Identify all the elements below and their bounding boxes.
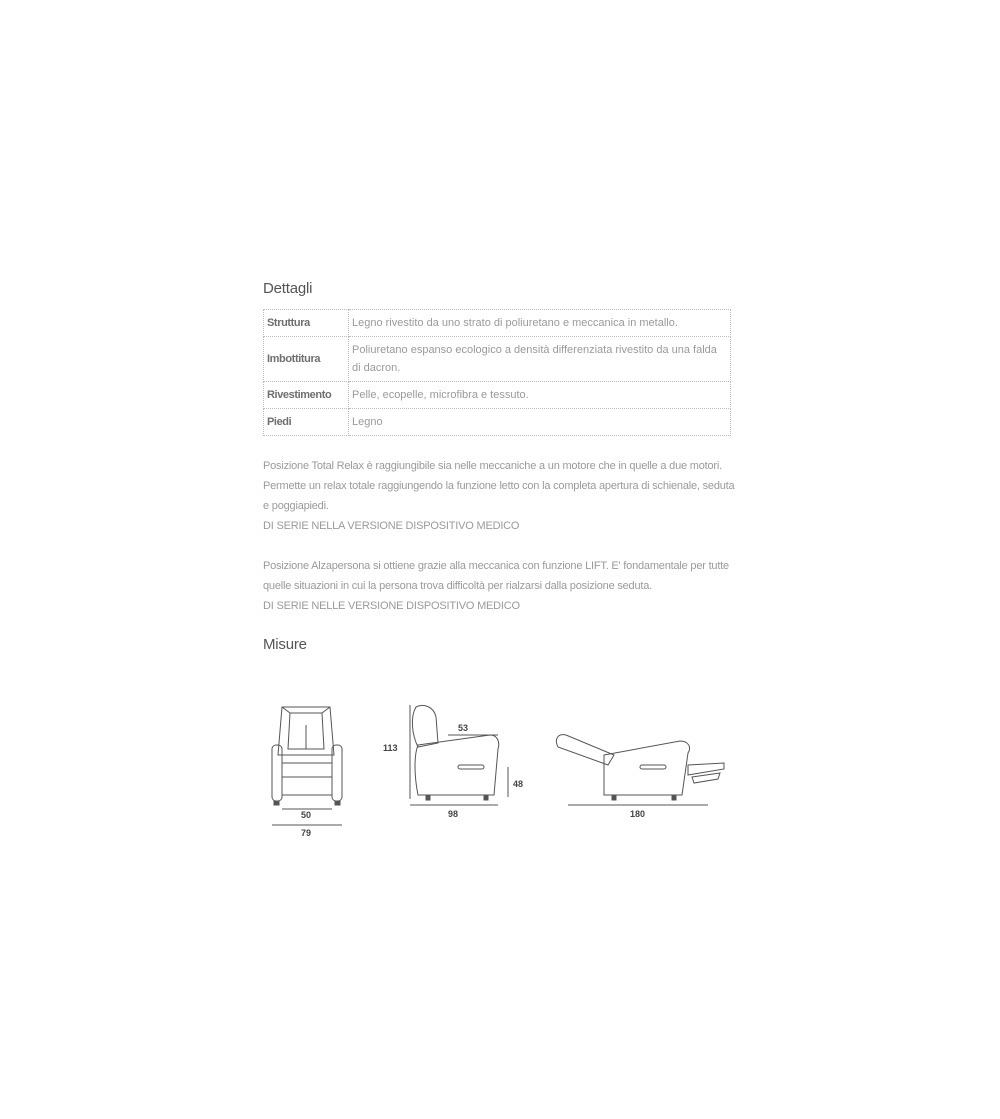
- row-value-covering: Pelle, ecopelle, microfibra e tessuto.: [349, 382, 731, 409]
- chair-reclined-view: [556, 735, 724, 805]
- dim-side-seat-depth: 53: [458, 723, 469, 733]
- total-relax-block: [263, 456, 743, 536]
- table-row: [264, 310, 731, 337]
- row-label-padding: Imbottitura: [264, 337, 349, 382]
- dim-reclined-length: 180: [630, 809, 646, 819]
- details-heading: Dettagli: [263, 280, 313, 297]
- product-details-section: [263, 280, 743, 653]
- chair-front-view: [272, 707, 342, 825]
- row-value-padding: Poliuretano espanso ecologico a densità differenziata rivestito da una falda di dacron.: [349, 337, 731, 382]
- measures-diagram: [268, 695, 733, 845]
- row-value-structure: Legno rivestito da uno strato di poliuretano e meccanica in metallo.: [349, 310, 731, 337]
- dim-front-seat-width: 50: [301, 810, 312, 820]
- alzapersona-text: Posizione Alzapersona si ottiene grazie alla meccanica con funzione LIFT. E' fondamentale per tutte quelle situazioni in cui la persona trova difficoltà per rialzarsi dalla posizione seduta.: [263, 560, 729, 592]
- row-value-feet: Legno: [349, 409, 731, 436]
- row-label-structure: Struttura: [264, 310, 349, 337]
- alzapersona-block: [263, 556, 743, 616]
- details-table: [263, 309, 731, 436]
- table-row: [264, 409, 731, 436]
- alzapersona-note: DI SERIE NELLE VERSIONE DISPOSITIVO MEDICO: [263, 600, 520, 612]
- table-row: [264, 337, 731, 382]
- total-relax-note: DI SERIE NELLA VERSIONE DISPOSITIVO MEDICO: [263, 520, 520, 532]
- row-label-covering: Rivestimento: [264, 382, 349, 409]
- measures-heading: Misure: [263, 636, 307, 653]
- row-label-feet: Piedi: [264, 409, 349, 436]
- dim-front-total-width: 79: [301, 828, 312, 838]
- table-row: [264, 382, 731, 409]
- dim-side-height: 113: [383, 743, 398, 753]
- chair-side-view: [410, 705, 508, 805]
- total-relax-text: Posizione Total Relax è raggiungibile sia nelle meccaniche a un motore che in quelle a due motori. Permette un relax totale raggiungendo la funzione letto con la completa apertura di schienale, seduta e poggiapiedi.: [263, 460, 735, 512]
- dim-side-depth: 98: [448, 809, 459, 819]
- dim-side-seat-height: 48: [513, 779, 524, 789]
